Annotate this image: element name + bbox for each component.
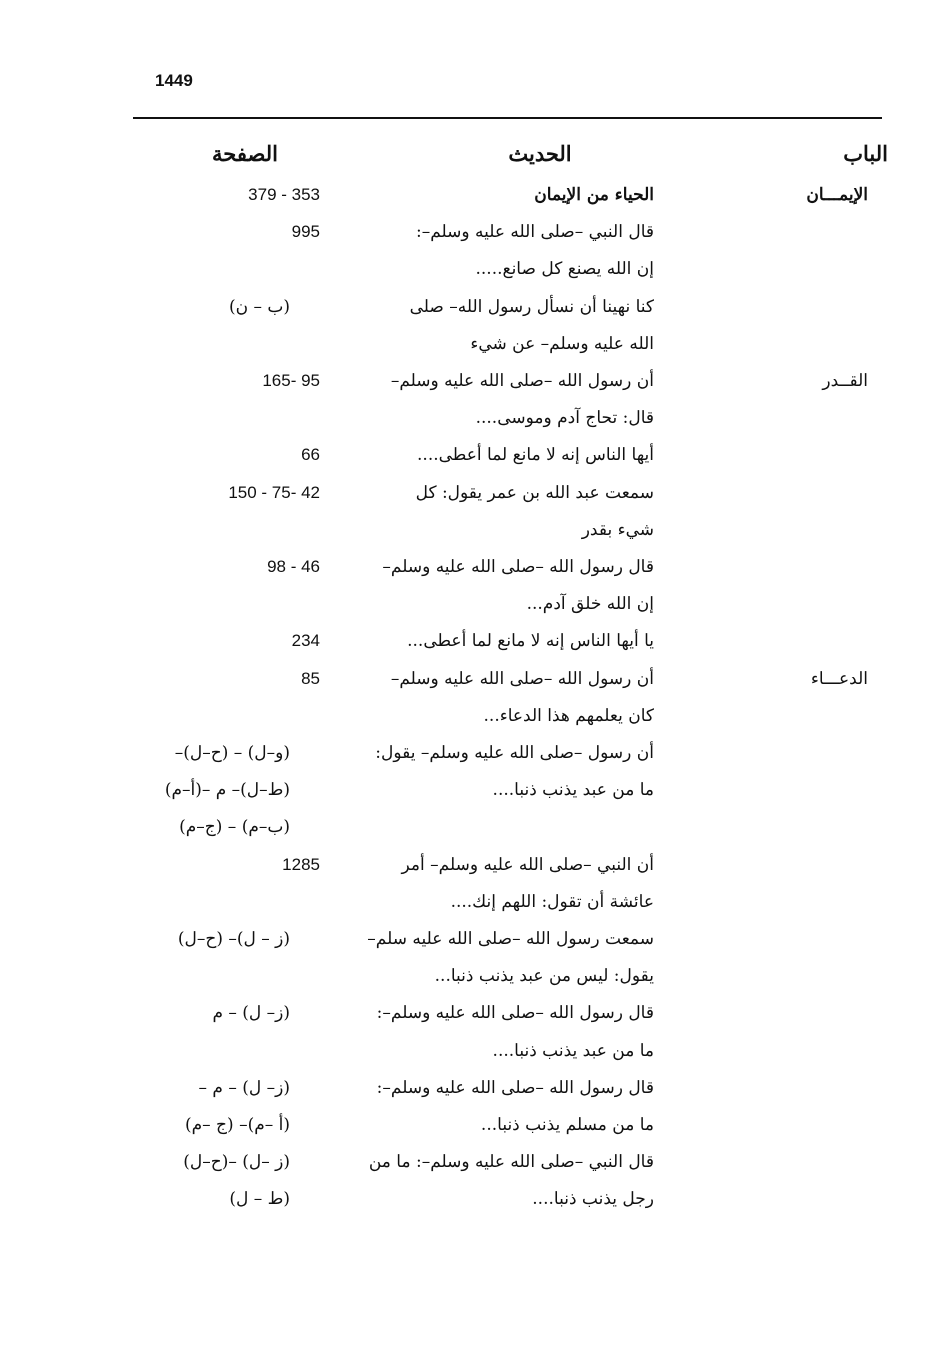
chapter-cell: الدعـــاء: [810, 668, 868, 689]
hadith-cell: ما من عبد يذنب ذنبا....: [492, 780, 654, 801]
page-cell: (ط–ل)– م –(أ–م): [164, 780, 290, 801]
hadith-cell: يقول: ليس من عبد يذنب ذنبا...: [434, 966, 654, 987]
table-row: [0, 259, 948, 296]
page-cell: (أ –م)– (ج –م): [185, 1115, 290, 1135]
table-row: [0, 706, 948, 743]
table-row: [0, 185, 948, 222]
table-row: [0, 631, 948, 668]
table-row: [0, 743, 948, 780]
page-cell: 66: [301, 445, 320, 465]
table-row: [0, 892, 948, 929]
hadith-cell: إن الله يصنع كل صانع.....: [475, 259, 654, 280]
page-cell: (ز– ل) – م –: [198, 1077, 290, 1098]
header-rule: [133, 117, 882, 119]
table-row: [0, 1003, 948, 1040]
chapter-cell: القــدر: [822, 371, 868, 391]
hadith-cell: قال رسول الله –صلى الله عليه وسلم–:: [376, 1003, 654, 1024]
table-row: [0, 1078, 948, 1115]
page-cell: (ط – ل): [229, 1189, 290, 1210]
column-header-hadith: الحديث: [508, 141, 572, 166]
table-row: [0, 1041, 948, 1078]
table-row: [0, 1115, 948, 1152]
table-row: [0, 669, 948, 706]
hadith-cell: أن رسول الله –صلى الله عليه وسلم–: [390, 668, 654, 689]
hadith-cell: أن النبي –صلى الله عليه وسلم– أمر: [401, 854, 654, 875]
page-cell: (ز – ل)– (ح–ل): [177, 929, 290, 949]
table-row: [0, 520, 948, 557]
page-cell: 98 - 46: [267, 557, 320, 576]
table-row: [0, 966, 948, 1003]
hadith-cell: قال: تحاج آدم وموسى....: [475, 408, 654, 429]
page-cell: 150 - 75- 42: [228, 482, 320, 502]
hadith-cell: ما من مسلم يذنب ذنبا...: [480, 1115, 654, 1135]
page-cell: 995: [291, 222, 320, 242]
table-row: [0, 780, 948, 817]
page-cell: (ز –ل) –(ح–ل): [183, 1152, 290, 1173]
page-number: 1449: [155, 71, 193, 90]
table-row: [0, 1152, 948, 1189]
hadith-cell: شيء بقدر: [581, 519, 654, 540]
table-row: [0, 222, 948, 259]
hadith-cell: إن الله خلق آدم...: [526, 594, 654, 615]
table-row: [0, 557, 948, 594]
page-cell: 165- 95: [262, 371, 320, 390]
hadith-cell: عائشة أن تقول: اللهم إنك....: [450, 891, 654, 912]
hadith-cell: ما من عبد يذنب ذنبا....: [492, 1040, 654, 1061]
table-row: [0, 297, 948, 334]
hadith-cell: قال النبي –صلى الله عليه وسلم–: ما من: [368, 1152, 654, 1173]
table-row: [0, 929, 948, 966]
page-cell: 85: [301, 668, 320, 688]
hadith-cell: الحياء من الإيمان: [534, 185, 654, 205]
table-row: [0, 817, 948, 854]
table-row: [0, 483, 948, 520]
hadith-cell: يا أيها الناس إنه لا مانع لما أعطى...: [407, 631, 654, 652]
table-row: [0, 334, 948, 371]
hadith-cell: أيها الناس إنه لا مانع لما أعطى....: [417, 445, 654, 466]
table-row: [0, 408, 948, 445]
page-cell: (و–ل) – (ح–ل)–: [174, 743, 290, 763]
hadith-cell: أن رسول –صلى الله عليه وسلم– يقول:: [375, 743, 654, 763]
table-row: [0, 371, 948, 408]
table-row: [0, 855, 948, 892]
table-row: [0, 445, 948, 482]
hadith-cell: كنا نهينا أن نسأل رسول الله– صلى: [409, 296, 654, 317]
hadith-cell: سمعت رسول الله –صلى الله عليه سلم–: [367, 929, 654, 949]
page-cell: (ب – ن): [228, 296, 290, 317]
hadith-cell: قال رسول الله –صلى الله عليه وسلم–:: [376, 1077, 654, 1098]
page-cell: (ب–م) – (ج–م): [179, 817, 290, 838]
hadith-cell: رجل يذنب ذنبا....: [532, 1189, 654, 1210]
chapter-cell: الإيمـــان: [806, 185, 868, 205]
table-row: [0, 594, 948, 631]
page-cell: (ز– ل) – م: [212, 1003, 290, 1024]
hadith-cell: كان يعلمهم هذا الدعاء...: [483, 705, 654, 726]
column-header-chapter: الباب: [843, 141, 888, 166]
page-cell: 1285: [282, 854, 320, 874]
hadith-cell: أن رسول الله –صلى الله عليه وسلم–: [390, 371, 654, 391]
hadith-cell: قال النبي –صلى الله عليه وسلم–:: [415, 222, 654, 243]
hadith-cell: قال رسول الله –صلى الله عليه وسلم–: [382, 557, 654, 577]
hadith-cell: الله عليه وسلم– عن شيء: [470, 333, 654, 354]
page-cell: 379 - 353: [248, 185, 320, 204]
column-header-page: الصفحة: [212, 141, 278, 166]
table-row: [0, 1189, 948, 1226]
hadith-cell: سمعت عبد الله بن عمر يقول: كل: [415, 482, 654, 503]
page-cell: 234: [291, 631, 320, 651]
